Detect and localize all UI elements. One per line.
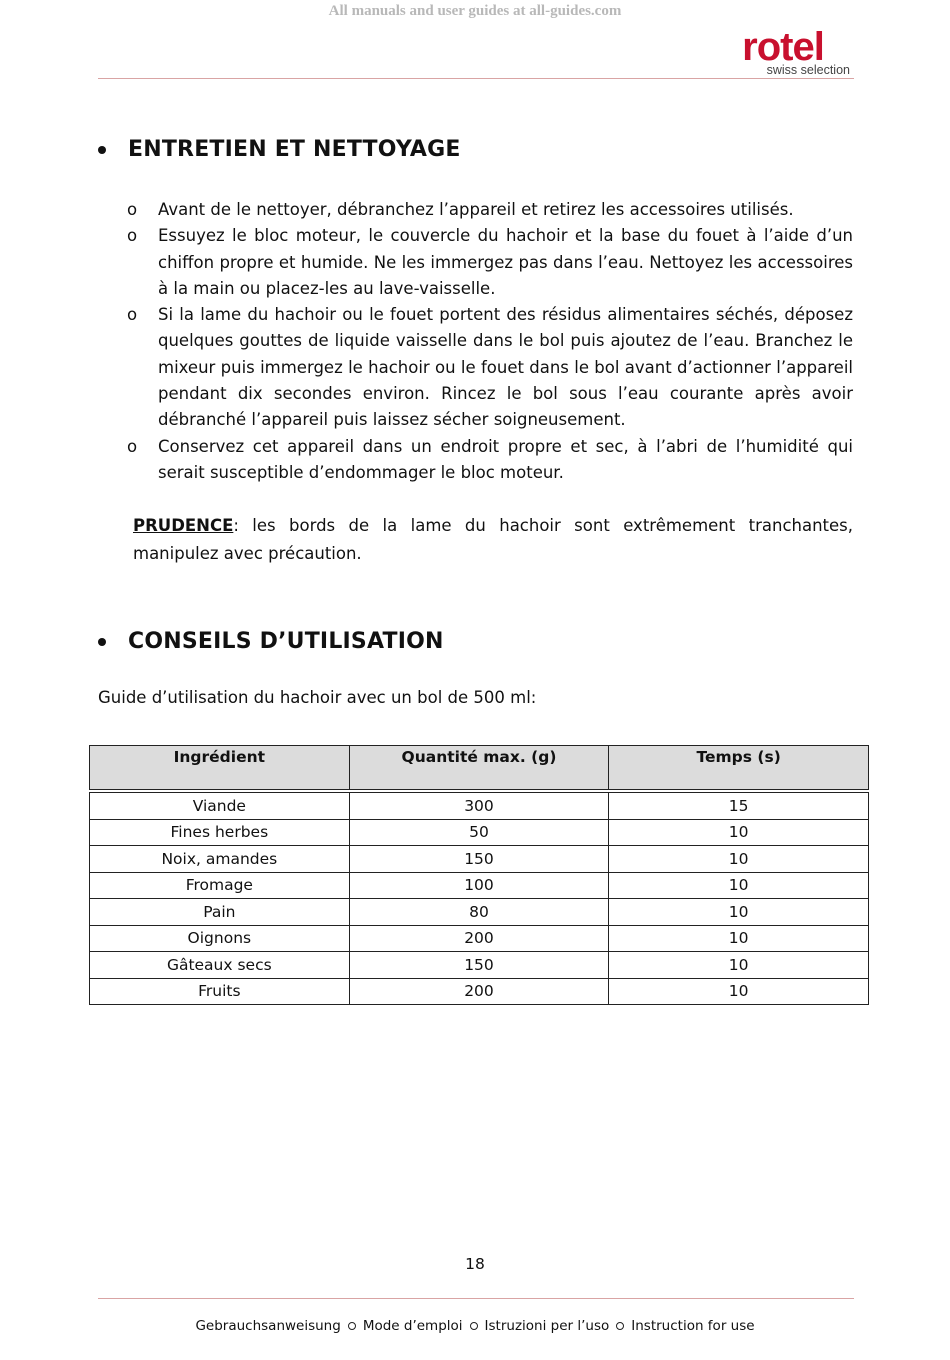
table-cell: 10 xyxy=(609,846,869,873)
header-rule xyxy=(98,78,854,79)
table-cell: Fromage xyxy=(90,872,350,899)
usage-intro: Guide d’utilisation du hachoir avec un bol de 500 ml: xyxy=(98,688,537,707)
circle-separator-icon xyxy=(616,1322,624,1330)
table-cell: 300 xyxy=(349,793,609,820)
list-item-text: Essuyez le bloc moteur, le couvercle du hachoir et la base du fouet à l’aide d’un chiffon propre et humide. Ne les immergez pas dans l’eau. Nettoyez les accessoires à la main ou placez-les au lave-vaisselle. xyxy=(158,226,853,298)
section-title: CONSEILS D’UTILISATION xyxy=(128,629,444,654)
svg-text:rotel: rotel xyxy=(742,30,824,69)
table-header-row xyxy=(90,746,869,790)
footer-item: Instruction for use xyxy=(631,1318,755,1334)
rotel-logo xyxy=(712,30,854,78)
footer-rule xyxy=(98,1298,854,1299)
table-row xyxy=(90,846,869,873)
table-row xyxy=(90,819,869,846)
table-row xyxy=(90,872,869,899)
footer-item: Mode d’emploi xyxy=(362,1318,463,1334)
table-cell: 50 xyxy=(349,819,609,846)
table-row xyxy=(90,793,869,820)
table-cell: 100 xyxy=(349,872,609,899)
list-bullet: o xyxy=(127,226,138,246)
caution-text: : les bords de la lame du hachoir sont extrêmement tranchantes, manipulez avec précaution. xyxy=(133,516,853,563)
table-cell: 200 xyxy=(349,978,609,1005)
table-cell: 10 xyxy=(609,925,869,952)
table-cell: Fruits xyxy=(90,978,350,1005)
table-cell: 10 xyxy=(609,819,869,846)
list-bullet: o xyxy=(127,305,138,325)
watermark-text: All manuals and user guides at all-guides.com xyxy=(328,3,622,19)
page-number: 18 xyxy=(465,1255,485,1273)
section-title: ENTRETIEN ET NETTOYAGE xyxy=(128,137,461,162)
table-cell: 150 xyxy=(349,846,609,873)
list-item xyxy=(127,197,853,223)
footer-item: Istruzioni per l’uso xyxy=(484,1318,610,1334)
table-row xyxy=(90,925,869,952)
table-cell: 10 xyxy=(609,872,869,899)
list-item xyxy=(127,223,853,302)
table-cell: Oignons xyxy=(90,925,350,952)
column-header: Temps (s) xyxy=(609,746,869,790)
table-cell: Noix, amandes xyxy=(90,846,350,873)
section-heading-usage-tips xyxy=(98,629,444,654)
column-header: Quantité max. (g) xyxy=(349,746,609,790)
footer-item: Gebrauchsanweisung xyxy=(195,1318,341,1334)
table-cell: 150 xyxy=(349,952,609,979)
list-item-text: Si la lame du hachoir ou le fouet portent des résidus alimentaires séchés, déposez quelques gouttes de liquide vaisselle dans le bol puis ajoutez de l’eau. Branchez le mixeur puis immergez le hachoir ou le fouet dans le bol avant d’actionner l’appareil pendant dix secondes environ. Rincez le bol sous l’eau courante après avoir débranché l’appareil puis laissez sécher soigneusement. xyxy=(158,305,853,430)
table-cell: 10 xyxy=(609,978,869,1005)
bullet-dot-icon xyxy=(98,146,106,154)
table-row xyxy=(90,899,869,926)
circle-separator-icon xyxy=(470,1322,478,1330)
circle-separator-icon xyxy=(348,1322,356,1330)
svg-text:swiss selection: swiss selection xyxy=(766,63,850,77)
list-item-text: Conservez cet appareil dans un endroit propre et sec, à l’abri de l’humidité qui serait susceptible d’endommager le bloc moteur. xyxy=(158,436,853,482)
table-cell: 10 xyxy=(609,952,869,979)
section-heading-maintenance xyxy=(98,137,461,162)
list-bullet: o xyxy=(127,436,138,456)
table-cell: Fines herbes xyxy=(90,819,350,846)
table-cell: Gâteaux secs xyxy=(90,952,350,979)
table-row xyxy=(90,952,869,979)
list-bullet: o xyxy=(127,200,138,219)
list-item xyxy=(127,302,853,433)
maintenance-list xyxy=(127,197,853,486)
footer-languages xyxy=(0,1318,950,1334)
table-cell: Viande xyxy=(90,793,350,820)
table-cell: Pain xyxy=(90,899,350,926)
list-item-text: Avant de le nettoyer, débranchez l’appareil et retirez les accessoires utilisés. xyxy=(158,200,794,219)
table-cell: 15 xyxy=(609,793,869,820)
table-cell: 200 xyxy=(349,925,609,952)
bullet-dot-icon xyxy=(98,638,106,646)
table-cell: 10 xyxy=(609,899,869,926)
chopper-guide-table xyxy=(89,745,869,1005)
column-header: Ingrédient xyxy=(90,746,350,790)
list-item xyxy=(127,434,853,487)
caution-note xyxy=(133,512,853,568)
table-row xyxy=(90,978,869,1005)
caution-label: PRUDENCE xyxy=(133,516,234,535)
table-cell: 80 xyxy=(349,899,609,926)
